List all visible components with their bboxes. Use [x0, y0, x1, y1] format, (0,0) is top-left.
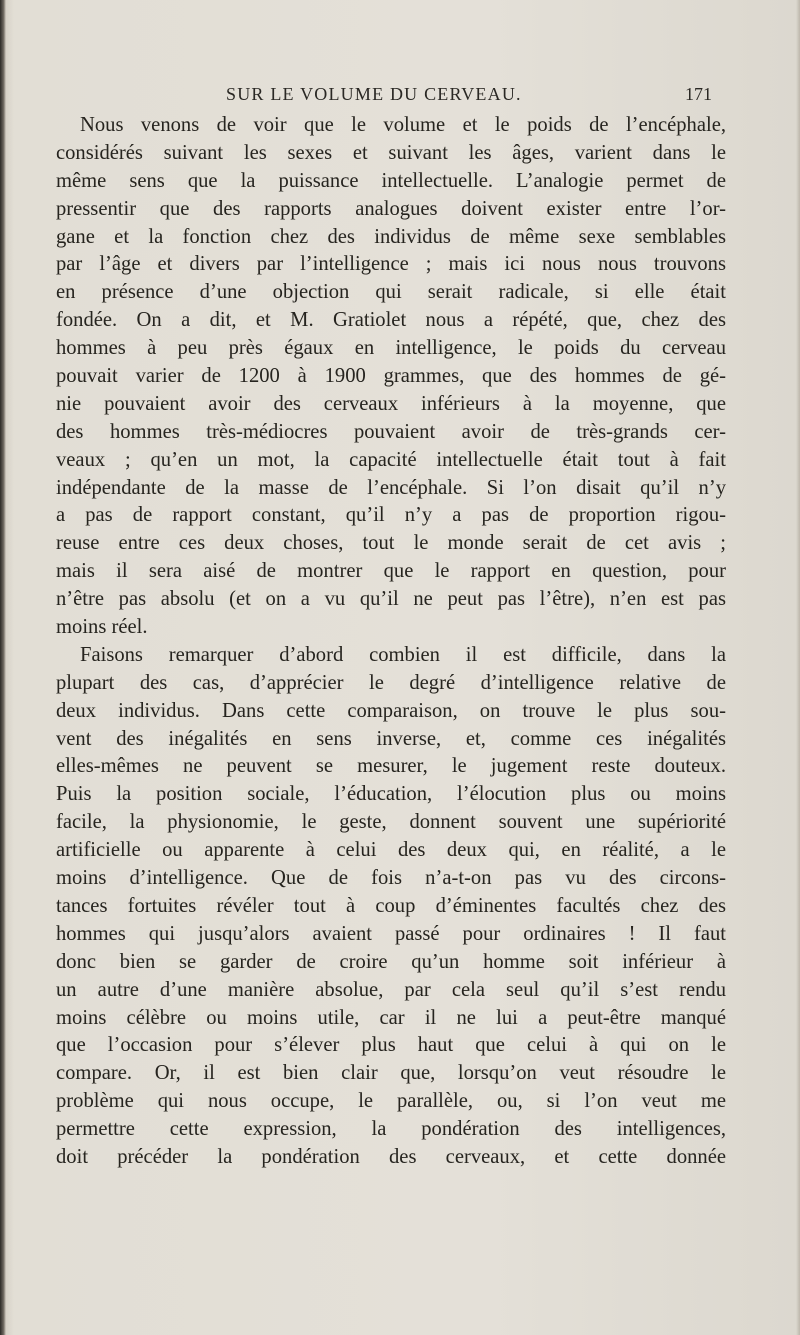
text-line: que l’occasion pour s’élever plus haut que celui à qui on le — [56, 1034, 726, 1057]
text-line: moins d’intelligence. Que de fois n’a-t-on pas vu des circons- — [56, 867, 726, 890]
running-head — [226, 84, 716, 108]
text-line: donc bien se garder de croire qu’un homme soit inférieur à — [56, 950, 726, 973]
text-line: Faisons remarquer d’abord combien il est difficile, dans la — [80, 643, 726, 666]
text-line: artificielle ou apparente à celui des deux qui, en réalité, a le — [56, 839, 726, 862]
text-line: fondée. On a dit, et M. Gratiolet nous a répété, que, chez des — [56, 309, 726, 332]
page-number: 171 — [685, 84, 712, 104]
text-line: plupart des cas, d’apprécier le degré d’intelligence relative de — [56, 671, 726, 694]
text-line: moins célèbre ou moins utile, car il ne lui a peut-être manqué — [56, 1006, 726, 1029]
running-title: SUR LE VOLUME DU CERVEAU. — [226, 84, 522, 104]
text-line: nie pouvaient avoir des cerveaux inférieurs à la moyenne, que — [56, 392, 726, 415]
text-line: indépendante de la masse de l’encéphale. Si l’on disait qu’il n’y — [56, 476, 726, 499]
text-line: Puis la position sociale, l’éducation, l’élocution plus ou moins — [56, 783, 726, 806]
text-line: par l’âge et divers par l’intelligence ; mais ici nous nous trouvons — [56, 253, 726, 276]
text-line: en présence d’une objection qui serait radicale, si elle était — [56, 281, 726, 304]
text-line: mais il sera aisé de montrer que le rapport en question, pour — [56, 560, 726, 583]
page-edge — [796, 0, 800, 1335]
text-line: Nous venons de voir que le volume et le poids de l’encéphale, — [80, 114, 726, 136]
text-line: reuse entre ces deux choses, tout le monde serait de cet avis ; — [56, 532, 726, 555]
body-text — [56, 112, 726, 1172]
text-line: gane et la fonction chez des individus de même sexe semblables — [56, 225, 726, 248]
binding-edge — [0, 0, 6, 1335]
text-line: deux individus. Dans cette comparaison, on trouve le plus sou- — [56, 699, 726, 722]
text-line: a pas de rapport constant, qu’il n’y a pas de proportion rigou- — [56, 504, 726, 527]
text-line: moins réel. — [56, 616, 148, 639]
text-line: n’être pas absolu (et on a vu qu’il ne peut pas l’être), n’en est pas — [56, 588, 726, 611]
text-line: même sens que la puissance intellectuelle. L’analogie permet de — [56, 169, 726, 192]
text-line: hommes à peu près égaux en intelligence, le poids du cerveau — [56, 337, 726, 360]
text-line: elles-mêmes ne peuvent se mesurer, le jugement reste douteux. — [56, 755, 726, 778]
text-line: vent des inégalités en sens inverse, et, comme ces inégalités — [56, 727, 726, 750]
text-line: facile, la physionomie, le geste, donnent souvent une supériorité — [56, 811, 726, 834]
text-line: permettre cette expression, la pondération des intelligences, — [56, 1118, 726, 1141]
text-line: des hommes très-médiocres pouvaient avoir de très-grands cer- — [56, 420, 726, 443]
text-line: tances fortuites révéler tout à coup d’éminentes facultés chez des — [56, 894, 726, 917]
text-line: un autre d’une manière absolue, par cela seul qu’il s’est rendu — [56, 978, 726, 1001]
text-line: considérés suivant les sexes et suivant les âges, varient dans le — [56, 141, 726, 164]
text-line: compare. Or, il est bien clair que, lorsqu’on veut résoudre le — [56, 1062, 726, 1085]
text-line: pressentir que des rapports analogues doivent exister entre l’or- — [56, 197, 726, 220]
text-line: hommes qui jusqu’alors avaient passé pour ordinaires ! Il faut — [56, 922, 726, 945]
text-line: doit précéder la pondération des cerveaux, et cette donnée — [56, 1145, 726, 1168]
text-line: problème qui nous occupe, le parallèle, ou, si l’on veut me — [56, 1090, 726, 1113]
text-line: pouvait varier de 1200 à 1900 grammes, que des hommes de gé- — [56, 365, 726, 388]
text-line: veaux ; qu’en un mot, la capacité intellectuelle était tout à fait — [56, 448, 726, 471]
